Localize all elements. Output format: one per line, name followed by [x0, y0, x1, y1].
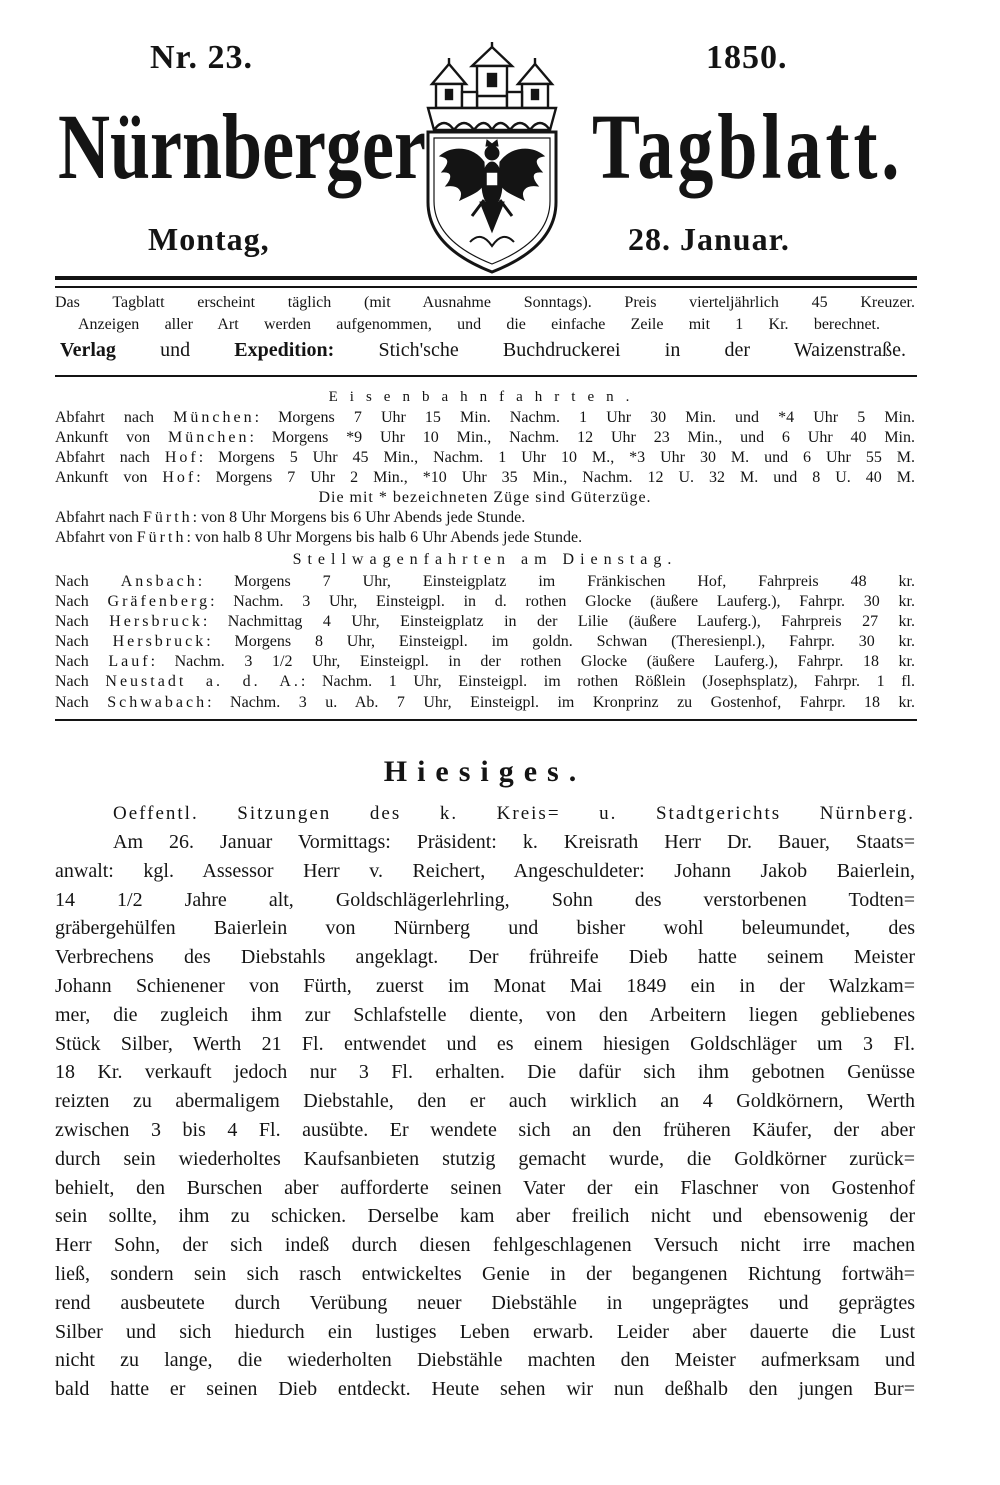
publisher-label-expedition: Expedition: — [234, 339, 335, 361]
section-heading: Hiesiges. — [383, 755, 587, 788]
fuerth-line — [55, 508, 915, 528]
stagecoach-line — [55, 632, 915, 652]
stagecoach-line-prefix: Nach — [55, 653, 109, 670]
stagecoach-heading: Stellwagenfahrten am Dienstag. — [292, 551, 678, 568]
article-line: reizten zu abermaligem Diebstahle, den er auch wirklich an 4 Goldkörnern, Werth — [55, 1090, 915, 1113]
crown-band — [428, 108, 556, 130]
fuerth-line-times: : von halb 8 Uhr Morgens bis halb 6 Uhr Abends jede Stunde. — [186, 529, 583, 546]
timetable-rule — [55, 719, 917, 721]
stagecoach-line — [55, 672, 915, 692]
stagecoach-line-prefix: Nach — [55, 633, 113, 650]
left-wall — [462, 92, 477, 108]
fuerth-line-times: : von 8 Uhr Morgens bis 6 Uhr Abends jede Stunde. — [192, 509, 526, 526]
railway-line-times: : Morgens *9 Uhr 10 Min., Nachm. 12 Uhr 23 Min., und 6 Uhr 40 Min. — [249, 429, 915, 446]
masthead-rule-thick — [55, 276, 917, 280]
stagecoach-line-place: Neustadt a. d. A. — [105, 673, 301, 690]
notice-line-1: Das Tagblatt erscheint täglich (mit Ausnahme Sonntags). Preis vierteljährlich 45 Kreuzer. — [55, 294, 915, 311]
railway-line — [55, 428, 915, 448]
stagecoach-line-place: Ansbach — [120, 573, 198, 590]
section-subheading: Oeffentl. Sitzungen des k. Kreis= u. Stadtgerichts Nürnberg. — [113, 803, 915, 824]
railway-line-times: : Morgens 5 Uhr 45 Min., Nachm. 1 Uhr 10 M., *3 Uhr 30 M. und 6 Uhr 55 M. — [198, 449, 915, 466]
stagecoach-line-prefix: Nach — [55, 613, 110, 630]
railway-line-times: : Morgens 7 Uhr 15 Min. Nachm. 1 Uhr 30 Min. und *4 Uhr 5 Min. — [254, 409, 915, 426]
stagecoach-line — [55, 572, 915, 592]
article-line: Herr Sohn, der sich indeß durch diesen fehlgeschlagenen Versuch nicht irre machen — [55, 1234, 915, 1257]
railway-heading: Eisenbahnfahrten. — [328, 389, 642, 405]
article-line: ließ, sondern sein sich rasch entwickeltes Genie in der begangenen Richtung fortwäh= — [55, 1262, 915, 1285]
coat-of-arms-icon — [422, 42, 562, 274]
notice-line-2: Anzeigen aller Art werden aufgenommen, und die einfache Zeile mit 1 Kr. berechnet. — [78, 316, 880, 333]
eagle-head — [485, 146, 499, 160]
masthead-rule-thin — [55, 286, 917, 288]
center-tower-roof — [472, 47, 512, 66]
left-tower-roof — [432, 64, 466, 84]
article-line: mer, die zugleich ihm zur Schlafstelle diente, von den Arbeitern liegen gebliebenes — [55, 1003, 915, 1026]
left-window — [446, 90, 452, 99]
title-left: Nürnberger — [58, 94, 426, 199]
article-line: bald hatte er seinen Dieb entdeckt. Heute sehen wir nun deßhalb den jungen Bur= — [55, 1378, 915, 1401]
stagecoach-line-prefix: Nach — [55, 573, 121, 590]
stagecoach-line-details: : Morgens 8 Uhr, Einsteigpl. im goldn. Schwan (Theresienpl.), Fahrpr. 30 kr. — [206, 633, 915, 650]
stagecoach-line-details: : Morgens 7 Uhr, Einsteigplatz im Fränkischen Hof, Fahrpreis 48 kr. — [197, 573, 915, 590]
railway-line-place: Hof — [164, 449, 199, 466]
railway-line-times: : Morgens 7 Uhr 2 Min., *10 Uhr 35 Min., Nachm. 12 U. 32 M. und 8 U. 40 M. — [196, 469, 915, 486]
fuerth-line-place: Fürth — [136, 529, 187, 546]
stagecoach-line-place: Schwabach — [107, 694, 208, 711]
railway-line — [55, 448, 915, 468]
stagecoach-line — [55, 652, 915, 672]
railway-line — [55, 468, 915, 488]
fuerth-line-prefix: Abfahrt von — [55, 529, 137, 546]
issue-number: Nr. 23. — [150, 39, 254, 76]
notice-rule — [55, 375, 917, 377]
freight-train-note: Die mit * bezeichneten Züge sind Güterzüge. — [318, 489, 652, 506]
article-line: rend ausbeutete durch Verübung neuer Diebstähle in ungeprägtes und geprägtes — [55, 1291, 915, 1314]
article-line: sein sollte, ihm zu schicken. Derselbe kam aber freilich nicht und ebensowenig der — [55, 1205, 915, 1228]
stagecoach-line — [55, 592, 915, 612]
stagecoach-line-details: : Nachm. 1 Uhr, Einsteigpl. im rothen Rößlein (Josephsplatz), Fahrpr. 1 fl. — [300, 673, 915, 690]
stagecoach-line-prefix: Nach — [55, 673, 106, 690]
crown — [428, 42, 556, 130]
publisher-line — [60, 336, 906, 364]
article-line: Stück Silber, Werth 21 Fl. entwendet und es einem hiesigen Goldschläger um 3 Fl. — [55, 1032, 915, 1055]
stagecoach-line-prefix: Nach — [55, 694, 108, 711]
fuerth-line-prefix: Abfahrt nach — [55, 509, 143, 526]
railway-line-place: Hof — [162, 469, 197, 486]
article-line: anwalt: kgl. Assessor Herr v. Reichert, Angeschuldeter: Johann Jakob Baierlein, — [55, 859, 915, 882]
stagecoach-line-place: Hersbruck — [109, 613, 203, 630]
railway-line-prefix: Abfahrt nach — [55, 409, 174, 426]
stagecoach-line-details: : Nachm. 3 u. Ab. 7 Uhr, Einsteigpl. im Kronprinz zu Gostenhof, Fahrpr. 18 kr. — [207, 694, 915, 711]
article-line: durch sein wiederholtes Kaufsanbieten stutzig gemacht wurde, die Goldkörner zurück= — [55, 1147, 915, 1170]
stagecoach-line-details: : Nachm. 3 Uhr, Einsteigpl. in d. rothen Glocke (äußere Lauferg.), Fahrpr. 30 kr. — [210, 593, 915, 610]
article-line: gräbergehülfen Baierlein von Nürnberg und bisher wohl beleumundet, des — [55, 917, 915, 940]
stagecoach-line-prefix: Nach — [55, 593, 108, 610]
article-line: Silber und sich hiedurch ein lustiges Leben erwarb. Leider aber dauerte die Lust — [55, 1320, 915, 1343]
stagecoach-line-details: : Nachm. 3 1/2 Uhr, Einsteigpl. in der rothen Glocke (äußere Lauferg.), Fahrpr. 18 kr. — [150, 653, 915, 670]
article-line: Verbrechens des Diebstahls angeklagt. Der frühreife Dieb hatte seinem Meister — [55, 946, 915, 969]
right-window — [532, 90, 538, 99]
right-tower-roof — [518, 64, 552, 84]
stagecoach-line-place: Gräfenberg — [107, 593, 211, 610]
year: 1850. — [706, 39, 788, 76]
railway-line-prefix: Ankunft von — [55, 469, 163, 486]
center-window — [488, 74, 496, 86]
article-line: behielt, den Burschen aber aufforderte seinen Vater der ein Flaschner von Gostenhof — [55, 1176, 915, 1199]
stagecoach-line — [55, 612, 915, 632]
article-body — [55, 828, 915, 1404]
publisher-label-verlag: Verlag — [60, 339, 116, 361]
railway-line-prefix: Abfahrt nach — [55, 449, 165, 466]
stagecoach-line — [55, 693, 915, 713]
article-line: Johann Schienener von Fürth, zuerst im Monat Mai 1849 ein in der Walzkam= — [55, 974, 915, 997]
publisher-name: Stich'sche Buchdruckerei in der Waizenstraße. — [378, 339, 906, 361]
publisher-und: und — [160, 339, 191, 361]
article-line: Am 26. Januar Vormittags: Präsident: k. Kreisrath Herr Dr. Bauer, Staats= — [113, 831, 915, 853]
weekday: Montag, — [148, 221, 270, 257]
article-line: 14 1/2 Jahre alt, Goldschlägerlehrling, Sohn des verstorbenen Todten= — [55, 888, 915, 911]
right-wall — [507, 92, 522, 108]
stagecoach-line-place: Hersbruck — [112, 633, 207, 650]
title-right: Tagblatt. — [592, 94, 904, 199]
article-line: 18 Kr. verkauft jedoch nur 3 Fl. erhalten. Die dafür sich ihm gebotnen Genüsse — [55, 1061, 915, 1084]
railway-line-prefix: Ankunft von — [55, 429, 169, 446]
railway-line — [55, 408, 915, 428]
eagle-breast-shield — [486, 172, 498, 186]
article-line: nicht zu lange, die wiederholten Diebstähle machten den Meister aufmerksam und — [55, 1349, 915, 1372]
fuerth-line-place: Fürth — [142, 509, 193, 526]
article-line: zwischen 3 bis 4 Fl. ausübte. Er wendete sich an den früheren Käufer, der aber — [55, 1118, 915, 1141]
fuerth-line — [55, 528, 915, 548]
issue-date: 28. Januar. — [628, 221, 790, 257]
stagecoach-line-details: : Nachmittag 4 Uhr, Einsteigplatz in der Lilie (äußere Lauferg.), Fahrpreis 27 kr. — [202, 613, 915, 630]
railway-line-place: München — [173, 409, 255, 426]
railway-line-place: München — [168, 429, 250, 446]
stagecoach-line-place: Lauf — [108, 653, 151, 670]
